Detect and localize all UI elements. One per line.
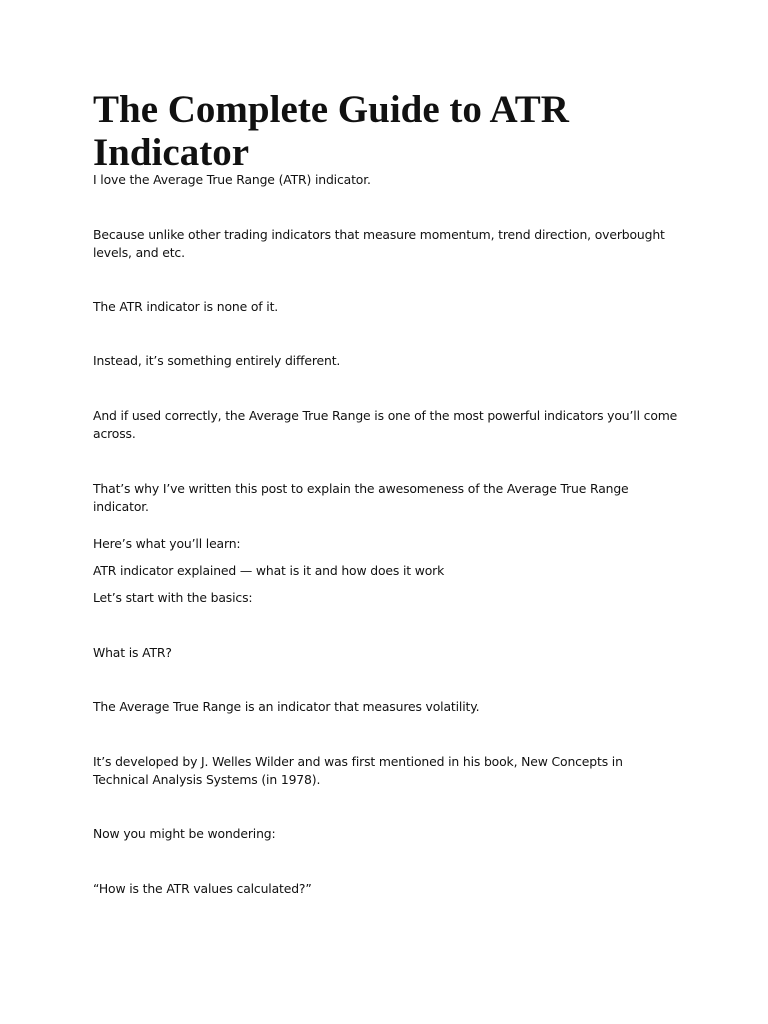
paragraph-measures-volatility: The Average True Range is an indicator that measures volatility. (93, 699, 480, 714)
paragraph-wilder: It’s developed by J. Welles Wilder and was first mentioned in his book, New Concepts in Technical Analysis Systems (in 1978). (93, 754, 623, 787)
paragraph-intro: I love the Average True Range (ATR) indicator. (93, 172, 371, 187)
paragraph-because: Because unlike other trading indicators that measure momentum, trend direction, overbought levels, and etc. (93, 227, 665, 260)
paragraph-basics: Let’s start with the basics: (93, 590, 253, 605)
paragraph-wondering: Now you might be wondering: (93, 826, 276, 841)
paragraph-how-calculated: “How is the ATR values calculated?” (93, 881, 312, 896)
paragraph-instead: Instead, it’s something entirely different. (93, 353, 341, 368)
document-title: The Complete Guide to ATR Indicator (93, 88, 569, 174)
paragraph-what-is-atr: What is ATR? (93, 645, 172, 660)
paragraph-if-used-correctly: And if used correctly, the Average True Range is one of the most powerful indicators you’ll come across. (93, 408, 678, 441)
paragraph-none-of-it: The ATR indicator is none of it. (93, 299, 279, 314)
paragraph-what-youll-learn: Here’s what you’ll learn: (93, 536, 241, 551)
paragraph-why-written: That’s why I’ve written this post to explain the awesomeness of the Average True Range indicator. (93, 481, 629, 514)
paragraph-atr-explained: ATR indicator explained — what is it and how does it work (93, 563, 445, 578)
